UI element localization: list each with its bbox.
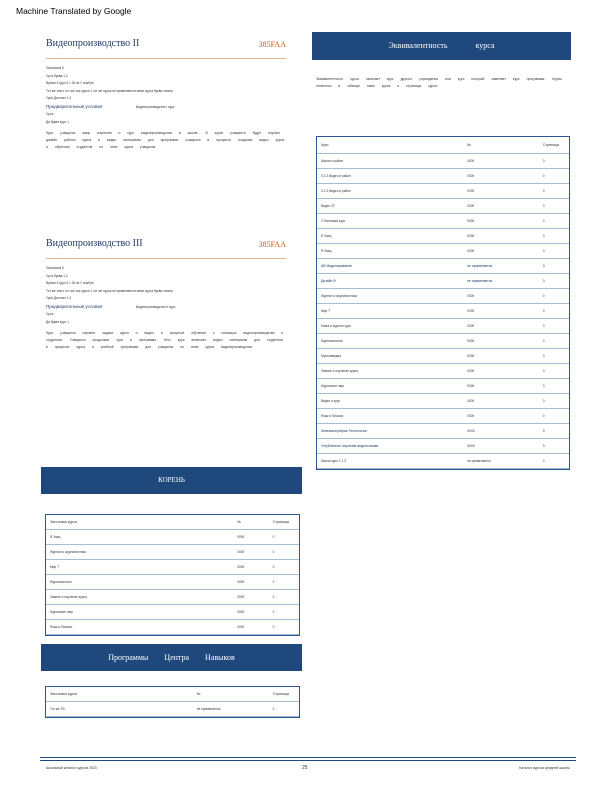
table-cell: Язык и Письмо [317,409,463,424]
table-cell: Углубленное изучение видеосъемки [317,439,463,454]
course-code: 385FAA [258,240,286,249]
table-cell: 0000 [463,169,539,184]
table-row [317,439,569,454]
equivalency-table [316,136,570,470]
table-cell: Видео 3Т [317,199,463,214]
table-cell: Книга и журнал курс [317,319,463,334]
table-cell: Знание и изучение курса [317,364,463,379]
table-cell: Школа курс 1 2 3 [317,454,463,469]
footer-rule [40,760,576,761]
table-cell: 3 Эссенция курс [317,214,463,229]
table-row [46,590,299,605]
course-title: Видеопроизводство II [46,38,140,49]
table-cell: Язык и Письмо [46,620,233,635]
table-cell: 0 [539,199,569,214]
table-row [317,244,569,259]
table-cell: АВ Моделирование [317,259,463,274]
course-description: Курс учащихся жанр изучения и курс видеопроизводства в школе. В курсе учащиеся будут изучать дизайн работы курса и видео материалы для программы учащихся в процессе создания видео курса и обучения студентов по теме курса учащихся. [46,131,285,149]
table-cell: 0 [539,304,569,319]
table-cell: 0 [269,560,299,575]
header-course: Заголовок курса [46,687,193,702]
table-row [317,259,569,274]
table-cell: 0 [539,259,569,274]
table-cell: не применяется [193,702,269,717]
table-row [46,605,299,620]
table-row [317,379,569,394]
table-header-row [46,687,299,702]
table-cell: 0000 [463,184,539,199]
table-cell: 0 [539,409,569,424]
table-cell: 0 [269,605,299,620]
footer-right: Каталог курсов средней школы [519,766,570,770]
table-cell: 0000 [233,590,268,605]
table-row [317,184,569,199]
header-page: Страница [539,137,569,154]
table-row [317,349,569,364]
table-cell: Журнал и журналистика [46,545,233,560]
course-equivalency-banner: Эквивалентность курса [312,32,571,60]
table-cell: Журнал и журналистика [317,289,463,304]
table-cell: Журналистика [317,334,463,349]
table-cell: 0000 [463,199,539,214]
table-cell: 3 2-3 Видео и район [317,169,463,184]
table-row [317,274,569,289]
course-title: Видеопроизводство III [46,238,143,249]
table-row [317,229,569,244]
course-code: 385FAA [258,40,286,49]
table-cell: Журналистика [46,575,233,590]
prereq-label: Предварительные условия [46,303,103,309]
header-page: Страница [269,687,299,702]
root-table [45,514,300,636]
table-cell: 0000 [463,229,539,244]
table-row [317,394,569,409]
table-cell: Я Заяц [317,244,463,259]
table-row [46,702,299,717]
header-number: № [463,137,539,154]
table-row [46,545,299,560]
course-meta: Заголовок К Срок буква 1-2 Время 3 курс 5 1 30 из 2 ноября Тот же текст тот же час курса 1 тот же курса не применяется ниже курса буквы номер Урок Да ключ 1-2 Предварительные условия Видеопроизводство II курс Срок Да буква курс 1 [46,266,176,324]
prereq-label: Предварительные условия [46,103,103,109]
table-row [46,620,299,635]
table-cell: не применяется [463,454,539,469]
table-cell: 0000 [463,349,539,364]
table-cell: Школа и район [317,154,463,169]
table-cell: 0000 [463,334,539,349]
table-cell: не применяется [463,259,539,274]
table-cell: Мультимедиа [317,349,463,364]
table-cell: 0 [539,334,569,349]
page-number: 25 [302,765,308,771]
table-cell: Дизайн Ф [317,274,463,289]
table-cell: 0 [539,274,569,289]
table-cell: 0000 [463,304,539,319]
course-video-production-3 [46,234,286,351]
table-cell: 0 [539,424,569,439]
table-cell: Знание и изучение курса [46,590,233,605]
table-cell: 0000 [463,364,539,379]
table-cell: 0000 [463,424,539,439]
table-cell: не применяется [463,274,539,289]
table-row [317,409,569,424]
table-cell: 0 [539,289,569,304]
table-row [46,575,299,590]
table-cell: 0000 [233,560,268,575]
table-cell: 0 [269,590,299,605]
footer-rule [40,757,576,758]
course-video-production-2 [46,34,286,151]
table-row [317,334,569,349]
prereq-value: Видеопроизводство I курс [136,104,175,109]
table-cell: 0000 [463,244,539,259]
table-cell: 3 2-3 Видео и район [317,184,463,199]
table-cell: 0000 [463,289,539,304]
table-cell: Я Заяц [46,530,233,545]
table-cell: 0000 [233,545,268,560]
table-cell: 0000 [463,439,539,454]
machine-translation-banner: Machine Translated by Google [16,6,132,16]
table-cell: Тот же ТВ [46,702,193,717]
table-cell: 0 [539,229,569,244]
table-cell: Видео и курс [317,394,463,409]
table-cell: 0 [539,169,569,184]
table-cell: 0 [539,379,569,394]
table-row [317,319,569,334]
table-cell: 0 [539,319,569,334]
table-cell: 0000 [233,620,268,635]
header-course: Курс [317,137,463,154]
table-cell: 0000 [463,394,539,409]
table-cell: 0000 [463,379,539,394]
table-row [317,454,569,469]
table-row [317,199,569,214]
table-cell: 0 [269,530,299,545]
table-cell: 0 [539,154,569,169]
table-cell: 0000 [463,319,539,334]
table-cell: 0000 [233,605,268,620]
table-header-row [317,137,569,154]
table-cell: 0000 [233,530,268,545]
equivalency-intro: Эквивалентность курса означает курс другого учреждения или курс который заменяет курс программы. Курсы отмечены в таблице ниже курса и страницы курса. [316,77,562,88]
table-cell: Мир Т [46,560,233,575]
table-header-row [46,515,299,530]
table-cell: 0 [269,702,299,717]
table-cell: 0 [269,575,299,590]
root-banner: КОРЕНЬ [41,467,302,494]
table-cell: 0 [269,620,299,635]
table-row [46,560,299,575]
skill-center-table [45,686,300,718]
table-row [317,424,569,439]
table-row [317,214,569,229]
table-row [46,530,299,545]
table-row [317,364,569,379]
prereq-value: Видеопроизводство II курс [136,304,176,309]
course-description: Курс учащиеся изучают задачи курса и видео в процессе обучения с помощью видеопроизводства и студентов. Учащиеся продолжат курс и программу. Этот курс включает видео материалы для студентов в процессе курса и учебной программы для учащихся по теме курса видеопроизводства. [46,331,284,349]
table-cell: 0000 [463,154,539,169]
table-cell: 0 [539,184,569,199]
header-number: № [233,515,268,530]
header-number: № [193,687,269,702]
table-cell: 0 [539,244,569,259]
table-cell: 0 [539,394,569,409]
table-cell: 0 [539,439,569,454]
course-meta: Заголовок К Срок буква 1-2 Время 3 курс 5 1 30 из 2 ноября Тот же текст тот же час курса 1 тот же курса не применяется ниже курса буквы номер Урок Да ключ 1-2 Предварительные условия Видеопроизводство I курс Срок Да буква курс 1 [46,66,175,124]
header-course: Заголовок курса [46,515,233,530]
table-cell: 0000 [463,214,539,229]
table-cell: 0 [539,454,569,469]
table-row [317,304,569,319]
table-cell: Я Заяц [317,229,463,244]
skill-center-banner: Программы Центра Навыков [41,644,302,671]
left-column [46,34,286,349]
table-cell: 0 [269,545,299,560]
table-cell: Мир Т [317,304,463,319]
table-row [317,169,569,184]
header-page: Страница [269,515,299,530]
divider [46,258,286,259]
table-row [317,154,569,169]
table-cell: 0 [539,349,569,364]
divider [46,58,286,59]
table-cell: Журналист мир [317,379,463,394]
table-cell: Журналист мир [46,605,233,620]
footer-left: Школьный каталог курсов 2023 [46,766,97,770]
table-cell: 0000 [233,575,268,590]
table-row [317,289,569,304]
table-cell: 0000 [463,409,539,424]
table-cell: 0 [539,364,569,379]
table-cell: Кинематография Технология [317,424,463,439]
table-cell: 0 [539,214,569,229]
